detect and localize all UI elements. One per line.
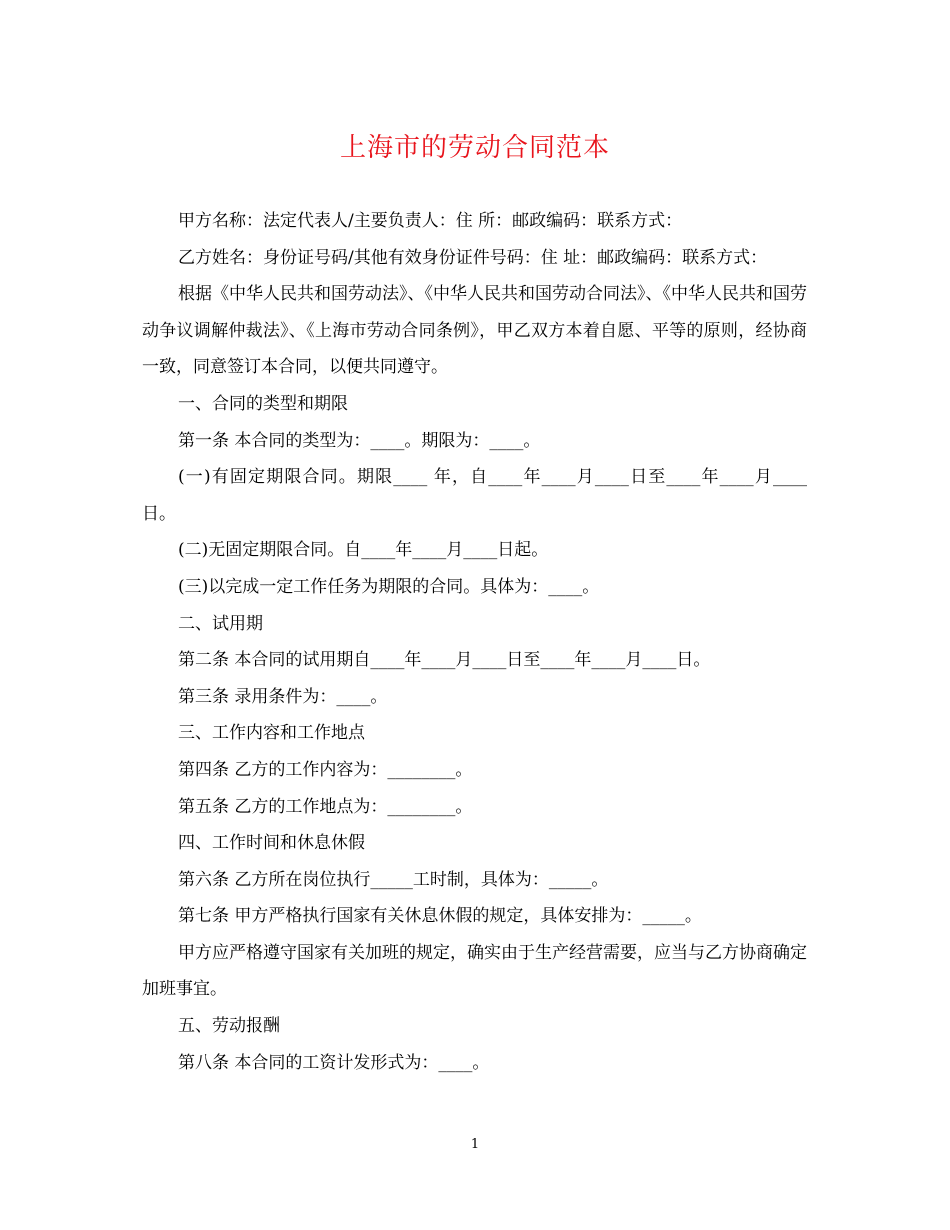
section-heading-5: 五、劳动报酬 — [178, 1016, 280, 1037]
article-5: 第五条 乙方的工作地点为：________。 — [178, 796, 473, 817]
article-8: 第八条 本合同的工资计发形式为：____。 — [178, 1052, 490, 1073]
article-4: 第四条 乙方的工作内容为：________。 — [178, 759, 473, 780]
section-heading-4: 四、工作时间和休息休假 — [178, 833, 365, 854]
party-b-info: 乙方姓名：身份证号码/其他有效身份证件号码：住 址：邮政编码：联系方式： — [178, 247, 768, 268]
article-7: 第七条 甲方严格执行国家有关休息休假的规定，具体安排为：_____。 — [178, 906, 702, 927]
article-1-item-3: (三)以完成一定工作任务为期限的合同。具体为：____。 — [178, 576, 600, 597]
section-heading-1: 一、合同的类型和期限 — [178, 393, 348, 414]
article-3: 第三条 录用条件为：____。 — [178, 686, 388, 707]
article-2: 第二条 本合同的试用期自____年____月____日至____年____月____日。 — [178, 650, 711, 671]
article-1-item-2: (二)无固定期限合同。自____年____月____日起。 — [178, 540, 549, 561]
section-heading-2: 二、试用期 — [178, 613, 263, 634]
article-6: 第六条 乙方所在岗位执行_____工时制，具体为：_____。 — [178, 869, 609, 890]
section-heading-3: 三、工作内容和工作地点 — [178, 723, 365, 744]
party-a-info: 甲方名称：法定代表人/主要负责人：住 所：邮政编码：联系方式： — [178, 211, 683, 231]
overtime-paragraph: 甲方应严格遵守国家有关加班的规定，确实由于生产经营需要，应当与乙方协商确定加班事宜。 — [142, 942, 807, 1000]
document-body — [142, 203, 807, 1081]
article-1: 第一条 本合同的类型为：____。期限为：____。 — [178, 430, 541, 451]
page-number: 1 — [470, 1137, 480, 1152]
preamble-paragraph: 根据《中华人民共和国劳动法》、《中华人民共和国劳动合同法》、《中华人民共和国劳动争议调解仲裁法》、《上海市劳动合同条例》，甲乙双方本着自愿、平等的原则，经协商一致，同意签订本合同，以便共同遵守。 — [142, 284, 807, 378]
article-1-item-1: (一)有固定期限合同。期限____ 年，自____年____月____日至____年____月____日。 — [142, 467, 807, 524]
document-title: 上海市的劳动合同范本 — [339, 133, 610, 163]
